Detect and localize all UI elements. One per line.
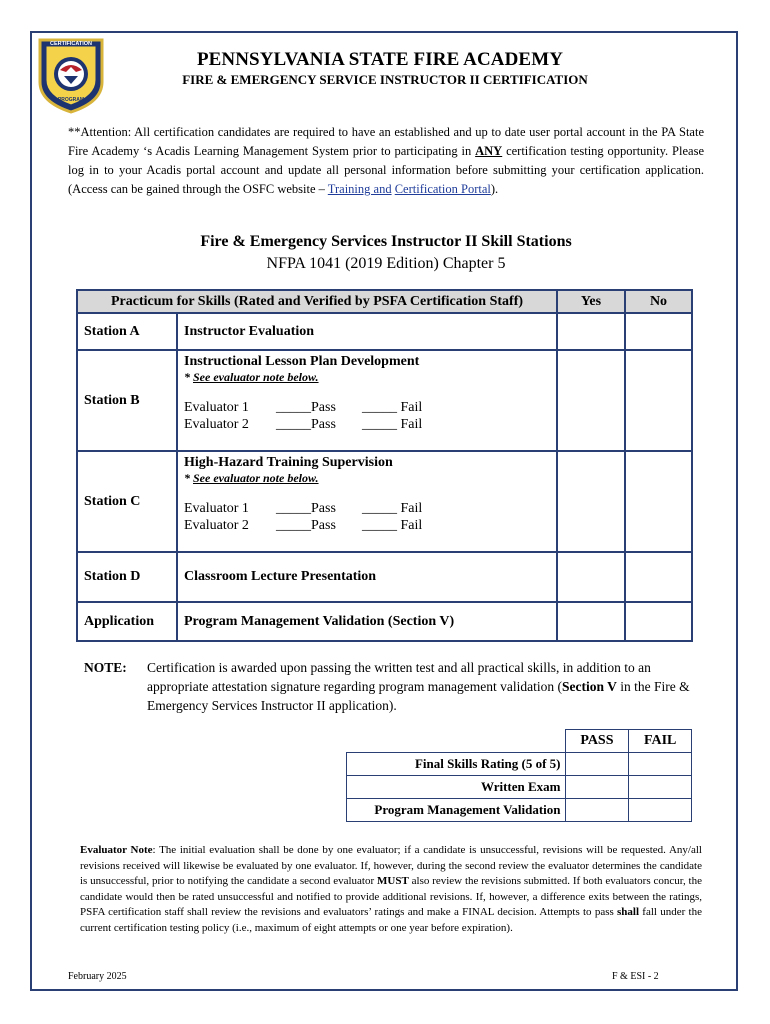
table-row	[77, 350, 692, 451]
skill-name: High-Hazard Training Supervision	[184, 455, 393, 470]
pass-header: PASS	[565, 730, 629, 753]
yes-header: Yes	[557, 290, 625, 313]
table-row	[347, 752, 692, 775]
station-label: Station B	[77, 350, 177, 451]
yes-cell[interactable]	[557, 602, 625, 641]
attention-paragraph: **Attention: All certification candidates are required to have an established and up to date user portal account in the PA State Fire Academy ‘s Acadis Learning Management System prior to participating in ANY certification testing opportunity. Please log in to your Acadis portal account and update all personal information before submitting your certification application. (Access can be gained through the OSFC website – Training and Certification Portal).	[68, 125, 704, 196]
no-cell[interactable]	[625, 552, 692, 602]
section-subtitle: NFPA 1041 (2019 Edition) Chapter 5	[266, 255, 506, 272]
table-row	[77, 313, 692, 350]
svg-text:PROGRAM: PROGRAM	[57, 97, 85, 103]
evaluator-row: Evaluator 1 _____Pass _____ Fail	[184, 400, 423, 415]
evaluator-row: Evaluator 1 _____Pass _____ Fail	[184, 501, 423, 516]
section-title: Fire & Emergency Services Instructor II Skill Stations	[200, 233, 572, 250]
table-row	[77, 602, 692, 641]
yes-cell[interactable]	[557, 313, 625, 350]
no-cell[interactable]	[625, 602, 692, 641]
yes-cell[interactable]	[557, 350, 625, 451]
yes-cell[interactable]	[557, 451, 625, 552]
evaluator-note-ref: * See evaluator note below.	[184, 370, 319, 384]
fail-cell[interactable]	[629, 752, 692, 775]
no-cell[interactable]	[625, 451, 692, 552]
fail-cell[interactable]	[629, 798, 692, 821]
evaluator-row: Evaluator 2 _____Pass _____ Fail	[184, 417, 423, 432]
practicum-table	[76, 289, 693, 642]
final-row-label: Final Skills Rating (5 of 5)	[347, 752, 566, 775]
yes-cell[interactable]	[557, 552, 625, 602]
skill-name: Program Management Validation (Section V)	[177, 602, 557, 641]
page-title: PENNSYLVANIA STATE FIRE ACADEMY	[196, 49, 564, 70]
note-text: Certification is awarded upon passing the written test and all practical skills, in addition to an appropriate attestation signature regarding program management validation (Section V in the Fire & Emergency Services Instructor II application).	[147, 660, 690, 713]
station-label: Station A	[77, 313, 177, 350]
certification-portal-link[interactable]: Certification Portal	[394, 182, 491, 196]
station-label: Station D	[77, 552, 177, 602]
station-label: Application	[77, 602, 177, 641]
no-header: No	[625, 290, 692, 313]
note-label: NOTE:	[84, 660, 127, 675]
fail-header: FAIL	[629, 730, 692, 753]
no-cell[interactable]	[625, 313, 692, 350]
certification-note	[84, 658, 696, 715]
fail-cell[interactable]	[629, 775, 692, 798]
table-row	[347, 798, 692, 821]
pass-cell[interactable]	[565, 775, 629, 798]
page-subtitle: FIRE & EMERGENCY SERVICE INSTRUCTOR II CERTIFICATION	[182, 72, 588, 87]
evaluator-row: Evaluator 2 _____Pass _____ Fail	[184, 518, 423, 533]
svg-text:CERTIFICATION: CERTIFICATION	[49, 41, 93, 47]
final-row-label: Written Exam	[347, 775, 566, 798]
table-row	[347, 775, 692, 798]
skill-name: Instructional Lesson Plan Development	[184, 354, 420, 369]
footer-date: February 2025	[68, 971, 127, 982]
certification-program-logo	[36, 36, 106, 114]
final-rating-table	[346, 729, 692, 822]
station-label: Station C	[77, 451, 177, 552]
no-cell[interactable]	[625, 350, 692, 451]
practicum-header-row	[77, 290, 692, 313]
pass-cell[interactable]	[565, 752, 629, 775]
final-header-row	[347, 730, 692, 753]
table-row	[77, 552, 692, 602]
final-row-label: Program Management Validation	[347, 798, 566, 821]
footer-page-number: F & ESI - 2	[612, 971, 659, 982]
skill-name: Instructor Evaluation	[177, 313, 557, 350]
table-row	[77, 451, 692, 552]
skill-name: Classroom Lecture Presentation	[177, 552, 557, 602]
pass-cell[interactable]	[565, 798, 629, 821]
evaluator-note-ref: * See evaluator note below.	[184, 471, 319, 485]
training-link[interactable]: Training and	[327, 182, 392, 196]
practicum-header: Practicum for Skills (Rated and Verified by PSFA Certification Staff)	[77, 290, 557, 313]
evaluator-note: Evaluator Note: The initial evaluation shall be done by one evaluator; if a candidate is unsuccessful, revisions will be requested. Any/all revisions received will likewise be evaluated by one evaluator. If, however, during the second review the evaluator determines the candidate is unsuccessful, prior to notifying the candidate a second evaluator MUST also review the revisions submitted. If both evaluators concur, the candidate would then be rated unsuccessful and notified to provide additional revisions. If, however, a difference exits between the ratings, PSFA certification staff shall review the revisions and evaluators’ ratings and make a FINAL decision. Attempts to pass shall fall under the current certification testing policy (i.e., maximum of eight attempts or one year before expiration).	[80, 844, 702, 934]
